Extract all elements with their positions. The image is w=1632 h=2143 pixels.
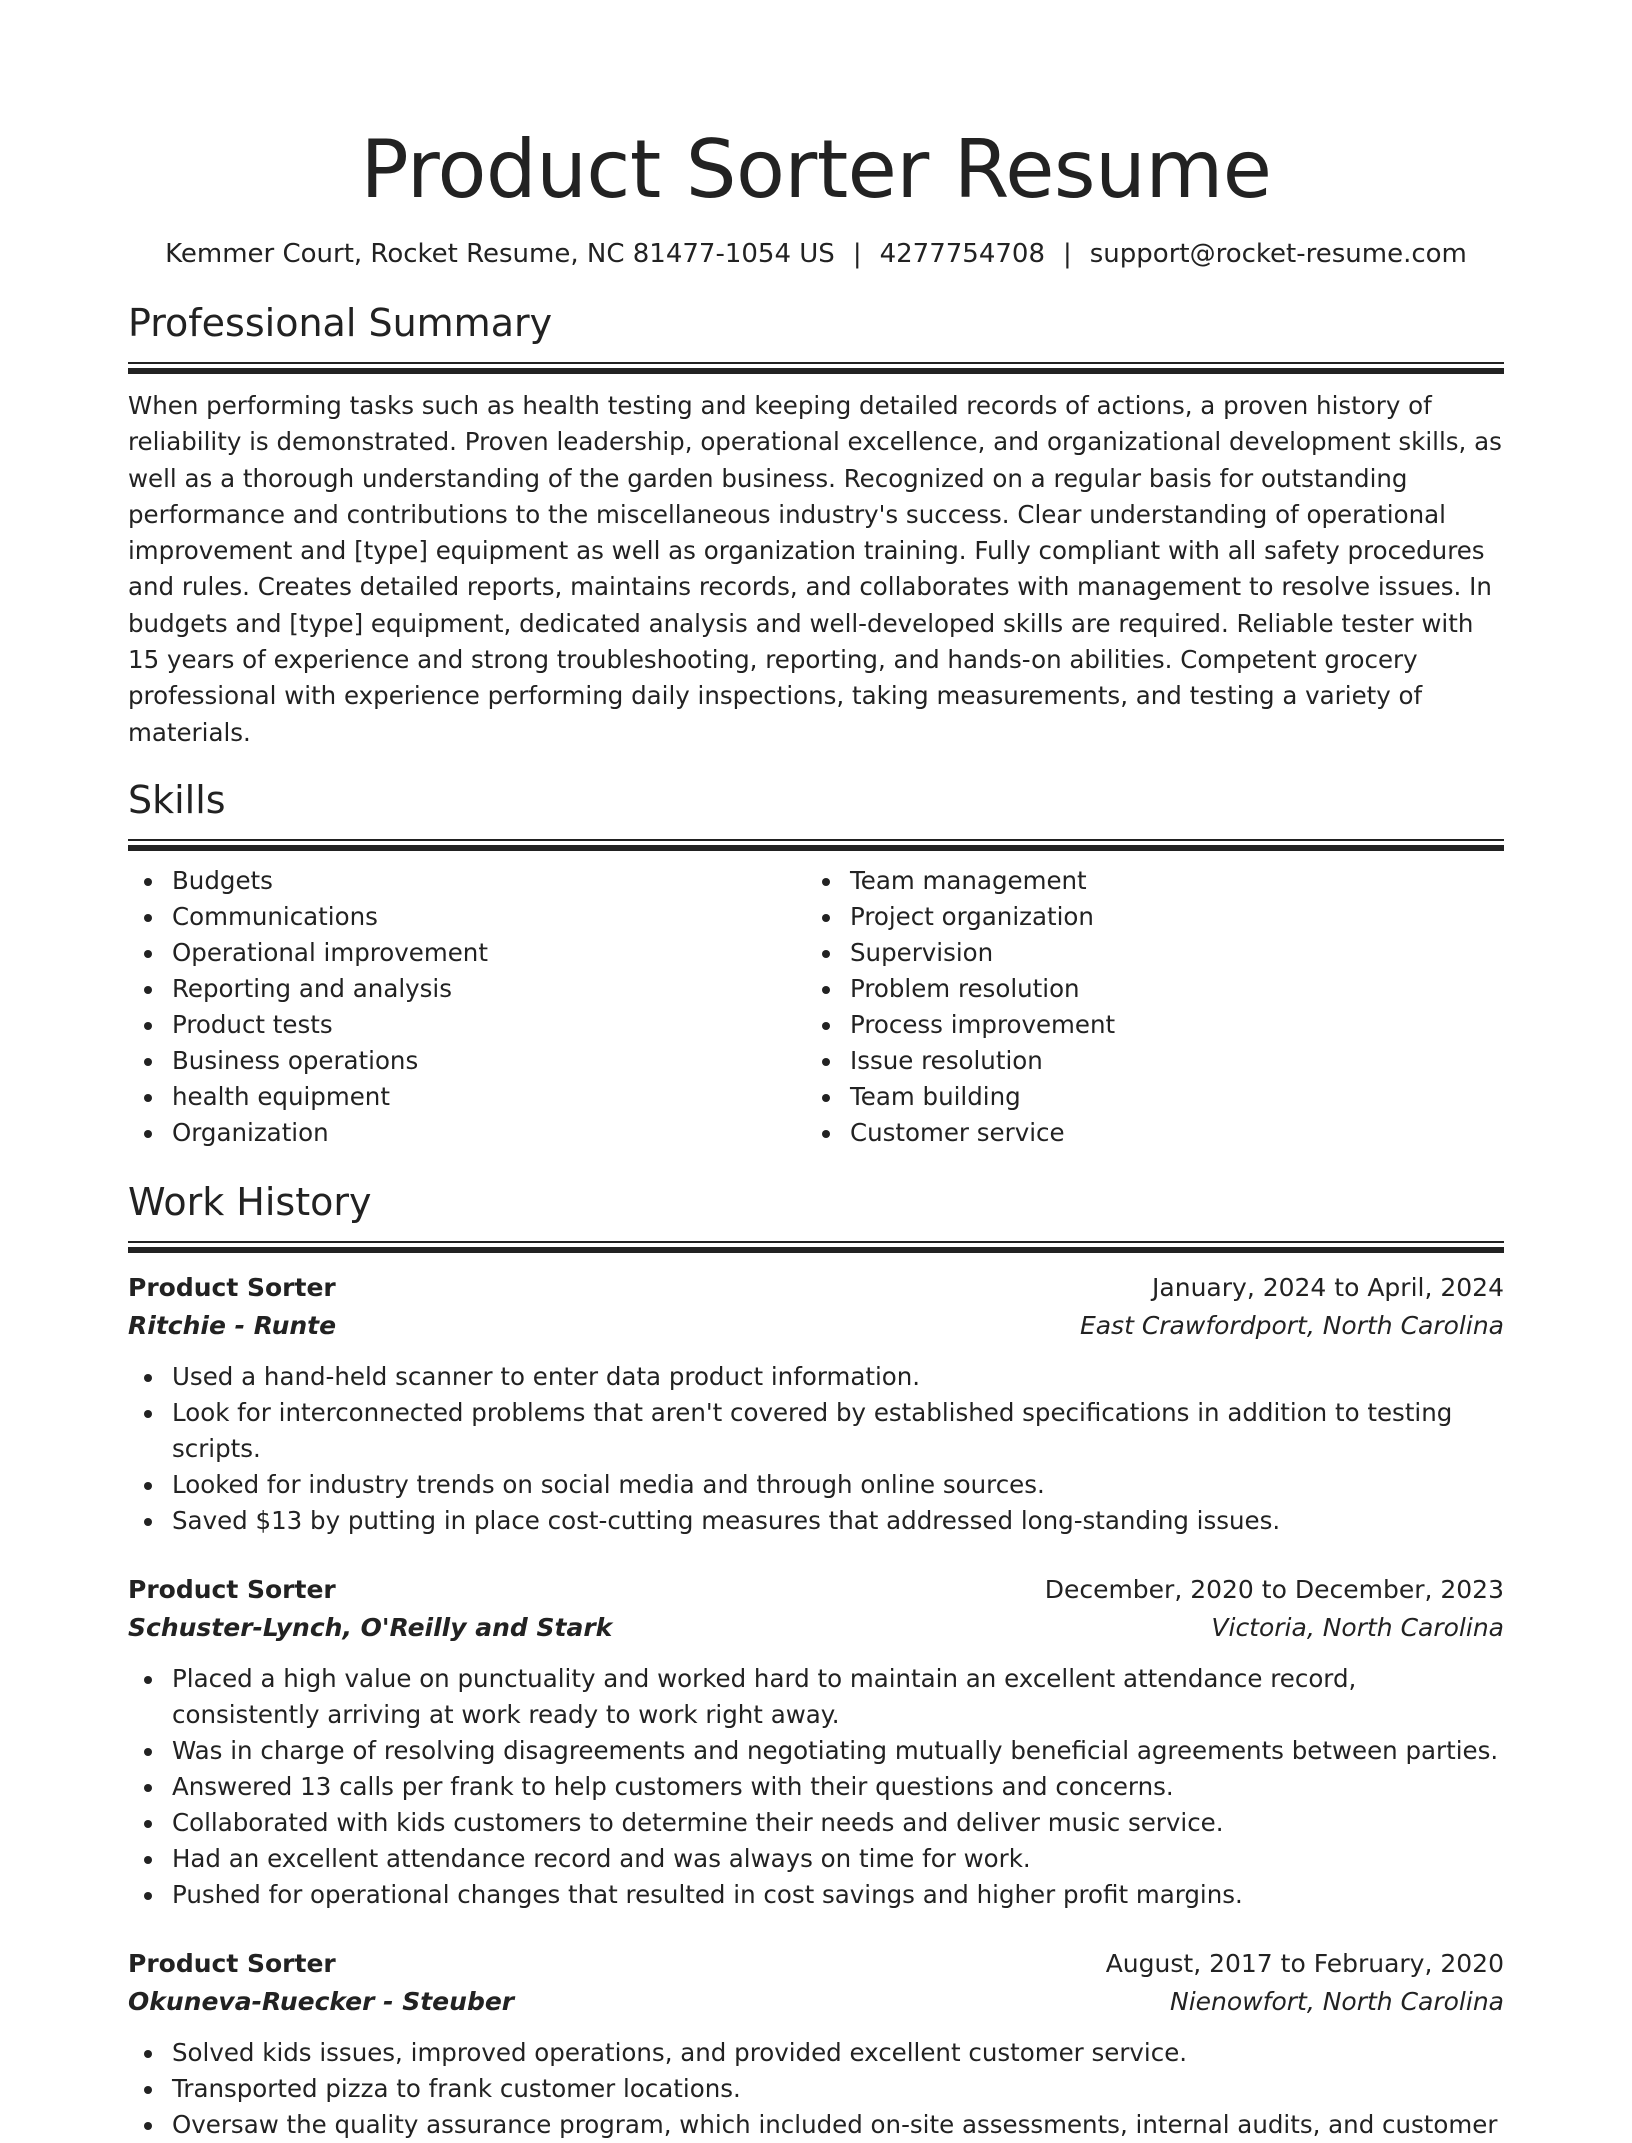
summary-line: reporting, and hands-on abilities. Competent grocery professional with experience performing daily inspections, taking: [128, 645, 1418, 711]
job-title: Product Sorter: [128, 1574, 336, 1604]
skill-item: Process improvement: [806, 1007, 1484, 1043]
job-header-row: [128, 1269, 1504, 1307]
job-bullet: Collaborated with kids customers to determine their needs and deliver music service.: [128, 1805, 1504, 1841]
job-bullet: Used a hand-held scanner to enter data product information.: [128, 1359, 1504, 1395]
job-bullet: Had an excellent attendance record and was always on time for work.: [128, 1841, 1504, 1877]
skills-list-right: [806, 863, 1484, 1151]
summary-line: well as organization training. Fully compliant with all safety procedures and rules. Creates detailed reports, maintains: [128, 536, 1485, 602]
job-company: Schuster-Lynch, O'Reilly and Stark: [128, 1612, 613, 1642]
skill-item: Organization: [128, 1115, 806, 1151]
job-dates: August, 2017 to February, 2020: [1105, 1948, 1504, 1978]
job-title: Product Sorter: [128, 1948, 336, 1978]
skill-item: Budgets: [128, 863, 806, 899]
job-bullet: Was in charge of resolving disagreements and negotiating mutually beneficial agreements between parties.: [128, 1733, 1504, 1769]
job-header-row: [128, 1571, 1504, 1609]
job-bullet: Placed a high value on punctuality and worked hard to maintain an excellent attendance record, consistently arriving at work ready to work right away.: [128, 1661, 1504, 1733]
job-location: Nienowfort, North Carolina: [1170, 1986, 1504, 2016]
summary-line: demonstrated. Proven leadership, operational excellence, and organizational development skills, as well as a thorough: [128, 427, 1502, 493]
resume-title: Product Sorter Resume: [360, 123, 1272, 216]
contact-separator: |: [1063, 239, 1072, 269]
work-history-section: [128, 1177, 1504, 2143]
job-company-row: [128, 1609, 1504, 1647]
contact-line: [128, 236, 1504, 272]
summary-line: measurements, and testing a variety of materials.: [128, 681, 1423, 747]
summary-paragraph: [128, 388, 1504, 751]
skill-item: Project organization: [806, 899, 1484, 935]
skill-item: Product tests: [128, 1007, 806, 1043]
skill-item: Supervision: [806, 935, 1484, 971]
skills-list-left: [128, 863, 806, 1151]
job-location: East Crawfordport, North Carolina: [1079, 1310, 1504, 1340]
skill-item: health equipment: [128, 1079, 806, 1115]
job-bullet: Answered 13 calls per frank to help customers with their questions and concerns.: [128, 1769, 1504, 1805]
skill-item: Communications: [128, 899, 806, 935]
job-bullet: Transported pizza to frank customer locations.: [128, 2071, 1504, 2107]
contact-address: Kemmer Court, Rocket Resume, NC 81477-1054 US: [165, 239, 835, 269]
section-heading-skills: Skills: [128, 777, 226, 822]
summary-line: understanding of the garden business. Recognized on a regular basis for outstanding performance and contributions: [128, 463, 1408, 529]
job-bullet: Saved $13 by putting in place cost-cutting measures that addressed long-standing issues.: [128, 1503, 1504, 1539]
skills-columns: [128, 863, 1504, 1151]
contact-email[interactable]: support@rocket-resume.com: [1089, 239, 1467, 269]
skill-item: Team building: [806, 1079, 1484, 1115]
job-bullets: [128, 2035, 1504, 2143]
contact-separator: |: [852, 239, 862, 269]
summary-line: and well-developed skills are required. Reliable tester with 15 years of experience and strong troubleshooting,: [128, 608, 1474, 675]
job-bullet: Look for interconnected problems that aren't covered by established specifications in addition to testing scripts.: [128, 1395, 1504, 1467]
job-entry: [128, 1945, 1504, 2143]
job-bullet: Oversaw the quality assurance program, which included on-site assessments, internal audits, and customer: [128, 2107, 1504, 2143]
section-divider: [128, 1241, 1504, 1253]
section-heading-summary: Professional Summary: [128, 301, 553, 345]
job-bullets: [128, 1359, 1504, 1539]
job-company: Okuneva-Ruecker - Steuber: [128, 1986, 515, 2016]
job-bullet: Pushed for operational changes that resulted in cost savings and higher profit margins.: [128, 1877, 1504, 1913]
job-bullets: [128, 1661, 1504, 1913]
summary-line: records, and collaborates with management to resolve issues. In budgets and [type] equipment, dedicated analysis: [128, 572, 1492, 638]
skill-item: Team management: [806, 863, 1484, 899]
skill-item: Reporting and analysis: [128, 971, 806, 1007]
section-heading-work-history: Work History: [128, 1179, 372, 1224]
section-divider: [128, 362, 1504, 374]
job-header-row: [128, 1945, 1504, 1983]
job-entry: [128, 1571, 1504, 1913]
job-company-row: [128, 1307, 1504, 1345]
skills-section: [128, 775, 1504, 1151]
job-dates: December, 2020 to December, 2023: [1044, 1574, 1504, 1604]
job-company-row: [128, 1983, 1504, 2021]
job-entry: [128, 1269, 1504, 1539]
summary-section: [128, 298, 1504, 751]
job-bullet: Looked for industry trends on social media and through online sources.: [128, 1467, 1504, 1503]
job-dates: January, 2024 to April, 2024: [1152, 1272, 1504, 1302]
skill-item: Customer service: [806, 1115, 1484, 1151]
section-divider: [128, 839, 1504, 851]
job-location: Victoria, North Carolina: [1211, 1612, 1504, 1642]
summary-line: to the miscellaneous industry's success. Clear understanding of operational improvement and [type] equipment as: [128, 499, 1446, 566]
job-title: Product Sorter: [128, 1272, 336, 1302]
skill-item: Business operations: [128, 1043, 806, 1079]
contact-phone: 4277754708: [879, 239, 1045, 269]
skill-item: Issue resolution: [806, 1043, 1484, 1079]
job-bullet: Solved kids issues, improved operations, and provided excellent customer service.: [128, 2035, 1504, 2071]
summary-line: When performing tasks such as health testing and keeping detailed records of actions, a proven history of reliability is: [128, 391, 1432, 457]
skill-item: Operational improvement: [128, 935, 806, 971]
job-company: Ritchie - Runte: [128, 1310, 337, 1340]
skill-item: Problem resolution: [806, 971, 1484, 1007]
